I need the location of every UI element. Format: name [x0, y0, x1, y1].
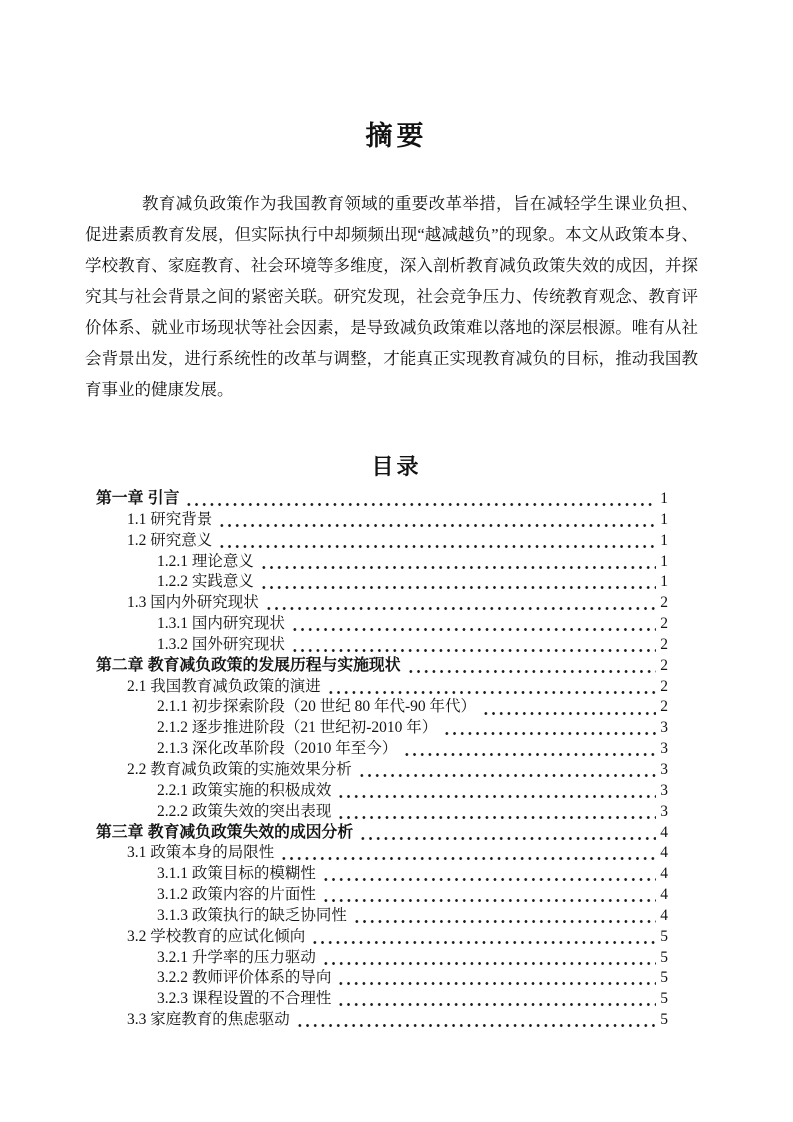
toc-entry[interactable] — [96, 677, 668, 698]
toc-leader-dots — [357, 823, 656, 844]
toc-page-number: 4 — [660, 823, 668, 841]
toc-entry[interactable] — [96, 760, 668, 781]
toc-entry-label: 2.1.2 逐步推进阶段（21 世纪初-2010 年） — [157, 719, 438, 737]
toc-page-number: 4 — [660, 865, 668, 883]
toc-entry-label: 3.2.1 升学率的压力驱动 — [157, 948, 316, 966]
toc-entry[interactable] — [96, 968, 668, 989]
toc-entry-label: 1.3 国内外研究现状 — [127, 594, 259, 612]
toc-entry[interactable] — [96, 552, 668, 573]
toc-entry-label: 3.1.1 政策目标的模糊性 — [157, 865, 316, 883]
toc-page-number: 4 — [660, 906, 668, 924]
toc-leader-dots — [289, 614, 656, 635]
toc-entry-label: 2.1 我国教育减负政策的演进 — [127, 677, 321, 695]
toc-entry-label: 2.1.3 深化改革阶段（2010 年至今） — [157, 740, 398, 758]
toc-entry-label: 2.1.1 初步探索阶段（20 世纪 80 年代-90 年代） — [157, 698, 477, 716]
toc-entry[interactable] — [96, 697, 668, 718]
toc-page-number: 5 — [660, 969, 668, 987]
toc-entry[interactable] — [96, 989, 668, 1010]
toc-entry-label: 1.2.1 理论意义 — [157, 552, 254, 570]
toc-entry[interactable] — [96, 906, 668, 927]
toc-leader-dots — [356, 760, 656, 781]
toc-leader-dots — [294, 1010, 656, 1031]
toc-entry[interactable] — [96, 656, 668, 677]
toc-entry-label: 2.2.2 政策失效的突出表现 — [157, 802, 332, 820]
toc-entry[interactable] — [96, 823, 668, 844]
toc-entry[interactable] — [96, 1010, 668, 1031]
toc-leader-dots — [320, 864, 656, 885]
toc-page-number: 3 — [660, 760, 668, 778]
toc-entry-label: 第一章 引言 — [96, 490, 180, 507]
toc-leader-dots — [325, 677, 656, 698]
toc-leader-dots — [278, 843, 656, 864]
toc-leader-dots — [216, 531, 656, 552]
toc-entry-label: 3.3 家庭教育的焦虑驱动 — [127, 1011, 290, 1029]
toc-leader-dots — [309, 927, 656, 948]
toc-entry-label: 3.1.3 政策执行的缺乏协同性 — [157, 906, 347, 924]
toc-page-number: 1 — [660, 552, 668, 570]
toc-entry-label: 1.3.2 国外研究现状 — [157, 635, 285, 653]
toc-page-number: 1 — [660, 510, 668, 528]
toc-entry[interactable] — [96, 510, 668, 531]
toc-entry[interactable] — [96, 489, 668, 510]
toc-page-number: 3 — [660, 719, 668, 737]
toc-list — [96, 489, 668, 1031]
toc-page-number: 1 — [660, 573, 668, 591]
toc-leader-dots — [405, 656, 656, 677]
toc-entry[interactable] — [96, 718, 668, 739]
toc-leader-dots — [441, 718, 656, 739]
toc-entry[interactable] — [96, 927, 668, 948]
toc-page-number: 5 — [660, 1011, 668, 1029]
toc-leader-dots — [183, 489, 656, 510]
toc-page-number: 1 — [660, 531, 668, 549]
toc-leader-dots — [480, 697, 656, 718]
toc-entry[interactable] — [96, 781, 668, 802]
toc-entry-label: 1.1 研究背景 — [127, 510, 213, 528]
toc-leader-dots — [351, 906, 656, 927]
toc-page-number: 1 — [660, 490, 668, 507]
toc-leader-dots — [401, 739, 656, 760]
toc-page-number: 4 — [660, 886, 668, 904]
toc-entry[interactable] — [96, 572, 668, 593]
toc-entry[interactable] — [96, 802, 668, 823]
toc-page-number: 3 — [660, 781, 668, 799]
toc-leader-dots — [289, 635, 656, 656]
toc-page-number: 5 — [660, 990, 668, 1008]
toc-entry[interactable] — [96, 739, 668, 760]
toc-page-number: 2 — [660, 677, 668, 695]
toc-page-number: 2 — [660, 698, 668, 716]
toc-page-number: 2 — [660, 635, 668, 653]
toc-entry[interactable] — [96, 948, 668, 969]
toc-entry[interactable] — [96, 531, 668, 552]
toc-page-number: 2 — [660, 594, 668, 612]
toc-page-number: 2 — [660, 615, 668, 633]
toc-entry-label: 2.2.1 政策实施的积极成效 — [157, 781, 332, 799]
toc-entry[interactable] — [96, 635, 668, 656]
toc-entry[interactable] — [96, 864, 668, 885]
toc-page-number: 3 — [660, 740, 668, 758]
toc-leader-dots — [320, 948, 656, 969]
toc-page-number: 5 — [660, 927, 668, 945]
toc-entry[interactable] — [96, 593, 668, 614]
toc-leader-dots — [335, 781, 656, 802]
toc-entry[interactable] — [96, 885, 668, 906]
toc-entry-label: 3.2 学校教育的应试化倾向 — [127, 927, 306, 945]
toc-entry-label: 3.2.3 课程设置的不合理性 — [157, 990, 332, 1008]
toc-entry-label: 3.2.2 教师评价体系的导向 — [157, 969, 332, 987]
toc-page-number: 4 — [660, 844, 668, 862]
toc-entry-label: 1.3.1 国内研究现状 — [157, 615, 285, 633]
toc-page-number: 2 — [660, 656, 668, 674]
toc-leader-dots — [258, 552, 656, 573]
toc-entry-label: 2.2 教育减负政策的实施效果分析 — [127, 760, 352, 778]
toc-leader-dots — [335, 989, 656, 1010]
toc-leader-dots — [263, 593, 656, 614]
toc-leader-dots — [335, 802, 656, 823]
toc-leader-dots — [335, 968, 656, 989]
toc-entry-label: 1.2 研究意义 — [127, 531, 213, 549]
toc-entry-label: 第二章 教育减负政策的发展历程与实施现状 — [96, 656, 401, 674]
toc-entry[interactable] — [96, 843, 668, 864]
toc-leader-dots — [216, 510, 656, 531]
toc-entry[interactable] — [96, 614, 668, 635]
toc-entry-label: 第三章 教育减负政策失效的成因分析 — [96, 823, 354, 841]
toc-page-number: 5 — [660, 948, 668, 966]
toc-entry-label: 3.1.2 政策内容的片面性 — [157, 886, 316, 904]
toc-entry-label: 3.1 政策本身的局限性 — [127, 844, 275, 862]
toc-title: 目录 — [371, 454, 422, 479]
toc-page-number: 3 — [660, 802, 668, 820]
toc-entry-label: 1.2.2 实践意义 — [157, 573, 254, 591]
toc-leader-dots — [258, 572, 656, 593]
toc-leader-dots — [320, 885, 656, 906]
abstract-paragraph: 教育减负政策作为我国教育领域的重要改革举措，旨在减轻学生课业负担、促进素质教育发展，但实际执行中却频频出现“越减越负”的现象。本文从政策本身、学校教育、家庭教育、社会环境等多维度，深入剖析教育减负政策失效的成因，并探究其与社会背景之间的紧密关联。研究发现，社会竞争压力、传统教育观念、教育评价体系、就业市场现状等社会因素，是导致减负政策难以落地的深层根源。唯有从社会背景出发，进行系统性的改革与调整，才能真正实现教育减负的目标，推动我国教育事业的健康发展。 — [85, 194, 698, 399]
abstract-title: 摘要 — [365, 121, 428, 151]
